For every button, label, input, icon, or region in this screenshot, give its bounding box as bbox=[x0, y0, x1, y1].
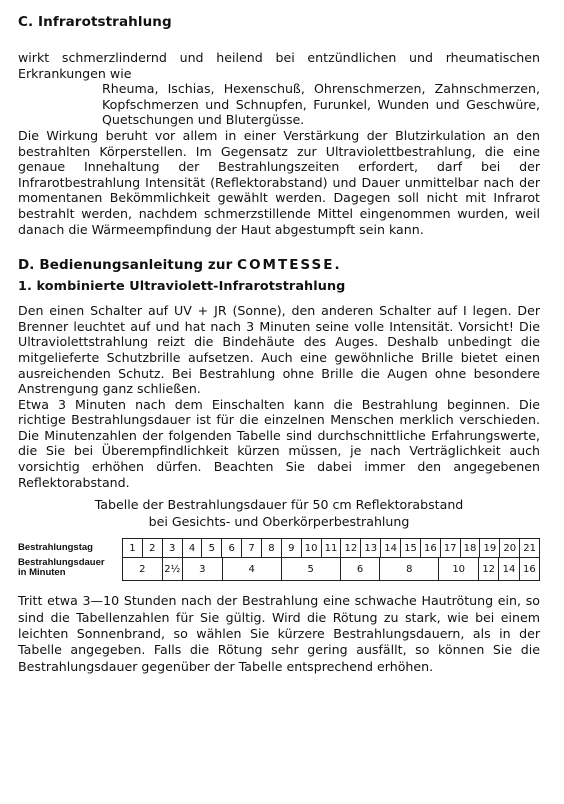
dose-table bbox=[18, 538, 540, 581]
minutes-cell: 2½ bbox=[162, 558, 182, 580]
dose-table-grid bbox=[122, 538, 540, 581]
day-cell: 13 bbox=[360, 539, 380, 557]
row-label-minutes-line-2: in Minuten bbox=[18, 567, 66, 579]
day-cell: 9 bbox=[281, 539, 301, 557]
brand-name: COMTESSE. bbox=[237, 257, 342, 274]
minutes-cell: 4 bbox=[222, 558, 281, 580]
section-c-ailments-list: Rheuma, Ischias, Hexenschuß, Ohrenschmerzen, Zahnschmerzen, Kopfschmerzen und Schnupfen, Furunkel, Wunden und Geschwüre, Quetschungen und Blutergüsse. bbox=[102, 81, 540, 128]
day-cell: 2 bbox=[142, 539, 162, 557]
day-cell: 8 bbox=[261, 539, 281, 557]
day-cell: 14 bbox=[380, 539, 400, 557]
minutes-cell: 14 bbox=[498, 558, 518, 580]
day-cell: 1 bbox=[129, 542, 136, 554]
closing-section bbox=[18, 593, 540, 675]
minutes-cell: 2 bbox=[139, 563, 146, 575]
row-label-minutes-line-1: Bestrahlungsdauer bbox=[18, 556, 105, 568]
day-cell: 19 bbox=[479, 539, 499, 557]
day-cell: 21 bbox=[519, 539, 539, 557]
section-d-paragraph-1: Den einen Schalter auf UV + JR (Sonne), den anderen Schalter auf I legen. Der Brenner leuchtet auf und hat nach 3 Minuten seine volle Intensität. Vorsicht! Die Ultraviolettstrahlung reizt die Bindehäute des Auges. Deshalb unbedingt die mitgelieferte Schutzbrille aufsetzen. Auch eine gewöhnliche Brille bietet einen ausreichenden Schutz. Bei Bestrahlung ohne Brille die Augen ohne besondere Anstrengung ganz schließen. bbox=[18, 303, 540, 397]
minutes-cell: 10 bbox=[438, 558, 478, 580]
day-cell: 17 bbox=[440, 539, 460, 557]
table-caption bbox=[18, 496, 540, 530]
section-spacer bbox=[18, 237, 540, 257]
section-d-paragraph-2: Etwa 3 Minuten nach dem Einschalten kann die Bestrahlung beginnen. Die richtige Bestrahlungsdauer ist für die einzelnen Menschen merklich verschieden. Die Minutenzahlen der folgenden Tabelle sind durchschnittliche Erfahrungswerte, die Sie bei Überempfindlichkeit kürzen müssen, je nach Verträglichkeit auch vorsichtig erhöhen dürfen. Beachten Sie dabei immer den angegebenen Reflektorabstand. bbox=[18, 396, 540, 490]
section-d-subheading: 1. kombinierte Ultraviolett-Infrarotstrahlung bbox=[18, 279, 346, 295]
day-cell: 4 bbox=[182, 539, 202, 557]
minutes-cell: 12 bbox=[478, 558, 498, 580]
section-c-body: Die Wirkung beruht vor allem in einer Verstärkung der Blutzirkulation an den bestrahlten Körperstellen. Im Gegensatz zur Ultraviolettbestrahlung, die eine genaue Innehaltung der Bestrahlungszeiten erfordert, darf bei der Infrarotbestrahlung Intensität (Reflektorabstand) und Dauer unmittelbar nach der momentanen Bekömmlichkeit gewählt werden. Dagegen soll nicht mit Infrarot bestrahlt werden, nachdem schmerzstillende Mittel eingenommen wurden, weil danach die Wärmeempfindung der Haut abgestumpft sein kann. bbox=[18, 127, 540, 237]
day-cell: 12 bbox=[340, 539, 360, 557]
day-cell: 5 bbox=[201, 539, 221, 557]
day-cell: 6 bbox=[221, 539, 241, 557]
dose-table-row-labels bbox=[18, 538, 122, 581]
dose-table-minutes-row bbox=[123, 557, 539, 580]
row-label-day: Bestrahlungstag bbox=[18, 541, 93, 553]
minutes-cell: 6 bbox=[340, 558, 380, 580]
day-cell: 15 bbox=[400, 539, 420, 557]
closing-paragraph: Tritt etwa 3—10 Stunden nach der Bestrahlung eine schwache Hautrötung ein, so sind die Tabellenzahlen für Sie gültig. Wird die Rötung zu stark, wie bei einem leichten Sonnenbrand, so wählen Sie kürzere Bestrahlungsdauern, als in der Tabelle angegeben. Falls die Rötung sehr gering ausfällt, so können Sie die Bestrahlungsdauer gegenüber der Tabelle entsprechend erhöhen. bbox=[18, 593, 540, 674]
section-c-heading: C. Infrarotstrahlung bbox=[18, 14, 172, 30]
table-caption-line-1: Tabelle der Bestrahlungsdauer für 50 cm Reflektorabstand bbox=[94, 497, 464, 513]
day-cell: 10 bbox=[301, 539, 321, 557]
minutes-cell: 3 bbox=[182, 558, 222, 580]
section-d-heading bbox=[18, 257, 540, 273]
day-cell: 20 bbox=[499, 539, 519, 557]
day-cell: 18 bbox=[460, 539, 480, 557]
minutes-cell: 8 bbox=[379, 558, 438, 580]
table-caption-line-2: bei Gesichts- und Oberkörperbestrahlung bbox=[148, 514, 410, 530]
section-c-intro: wirkt schmerzlindernd und heilend bei entzündlichen und rheumatischen Erkrankungen wie bbox=[18, 50, 540, 81]
dose-table-days-row bbox=[123, 539, 539, 557]
minutes-cell: 16 bbox=[519, 558, 539, 580]
row-label-minutes bbox=[18, 557, 122, 579]
day-cell: 11 bbox=[321, 539, 341, 557]
minutes-cell: 5 bbox=[281, 558, 340, 580]
day-cell: 16 bbox=[420, 539, 440, 557]
day-cell: 3 bbox=[162, 539, 182, 557]
section-d-heading-prefix: D. Bedienungsanleitung zur bbox=[18, 257, 233, 274]
day-cell: 7 bbox=[241, 539, 261, 557]
